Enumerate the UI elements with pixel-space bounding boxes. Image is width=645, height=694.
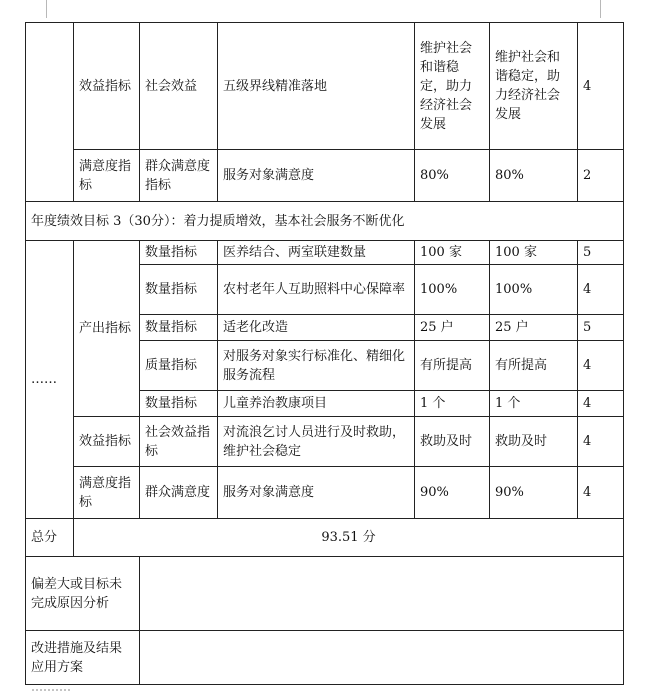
table-row — [26, 202, 624, 241]
item-cell: 农村老年人互助照料中心保障率 — [218, 265, 415, 315]
performance-table — [25, 22, 624, 685]
improvement-value — [140, 631, 624, 685]
item-cell: 服务对象满意度 — [218, 150, 415, 202]
actual-cell: 25 户 — [490, 315, 578, 341]
actual-cell: 80% — [490, 150, 578, 202]
table-row — [26, 519, 624, 557]
subcategory-cell: 数量指标 — [140, 241, 218, 265]
target-cell: 救助及时 — [415, 417, 490, 467]
table-row — [26, 150, 624, 202]
score-cell: 5 — [578, 315, 624, 341]
score-cell: 4 — [578, 265, 624, 315]
subcategory-cell: 社会效益指标 — [140, 417, 218, 467]
table-row — [26, 631, 624, 685]
blank-left-cell — [26, 23, 74, 202]
score-cell: 4 — [578, 23, 624, 150]
subcategory-cell: 数量指标 — [140, 265, 218, 315]
target-cell: 100 家 — [415, 241, 490, 265]
subcategory-cell: 数量指标 — [140, 391, 218, 417]
category-cell: 效益指标 — [74, 23, 140, 150]
table-row — [26, 241, 624, 265]
margin-mark-right — [600, 0, 601, 18]
target-cell: 100% — [415, 265, 490, 315]
actual-cell: 维护社会和谐稳定，助力经济社会发展 — [490, 23, 578, 150]
item-cell: 对流浪乞讨人员进行及时救助，维护社会稳定 — [218, 417, 415, 467]
target-cell: 90% — [415, 467, 490, 519]
page-corner-mark — [32, 688, 72, 692]
category-cell: 满意度指标 — [74, 467, 140, 519]
item-cell: 对服务对象实行标准化、精细化服务流程 — [218, 341, 415, 391]
target-cell: 维护社会和谐稳定，助力经济社会发展 — [415, 23, 490, 150]
subcategory-cell: 社会效益 — [140, 23, 218, 150]
item-cell: 服务对象满意度 — [218, 467, 415, 519]
item-cell: 适老化改造 — [218, 315, 415, 341]
actual-cell: 救助及时 — [490, 417, 578, 467]
table-row — [26, 417, 624, 467]
score-cell: 4 — [578, 341, 624, 391]
item-cell: 医养结合、两室联建数量 — [218, 241, 415, 265]
output-category-cell: 产出指标 — [74, 241, 140, 417]
subcategory-cell: 群众满意度指标 — [140, 150, 218, 202]
category-cell: 满意度指标 — [74, 150, 140, 202]
table-row — [26, 23, 624, 150]
score-cell: 4 — [578, 391, 624, 417]
subcategory-cell: 数量指标 — [140, 315, 218, 341]
target-cell: 有所提高 — [415, 341, 490, 391]
table-row — [26, 557, 624, 631]
score-cell: 5 — [578, 241, 624, 265]
item-cell: 五级界线精准落地 — [218, 23, 415, 150]
target-cell: 25 户 — [415, 315, 490, 341]
ellipsis-cell: …… — [26, 241, 74, 519]
total-label: 总分 — [26, 519, 74, 557]
score-cell: 4 — [578, 467, 624, 519]
actual-cell: 1 个 — [490, 391, 578, 417]
actual-cell: 90% — [490, 467, 578, 519]
actual-cell: 100% — [490, 265, 578, 315]
subcategory-cell: 群众满意度 — [140, 467, 218, 519]
actual-cell: 100 家 — [490, 241, 578, 265]
actual-cell: 有所提高 — [490, 341, 578, 391]
score-cell: 4 — [578, 417, 624, 467]
total-value: 93.51 分 — [74, 519, 624, 557]
target-cell: 80% — [415, 150, 490, 202]
margin-mark-left — [46, 0, 47, 18]
subcategory-cell: 质量指标 — [140, 341, 218, 391]
target-cell: 1 个 — [415, 391, 490, 417]
score-cell: 2 — [578, 150, 624, 202]
goal-header: 年度绩效目标 3（30分）：着力提质增效，基本社会服务不断优化 — [26, 202, 624, 241]
item-cell: 儿童养治教康项目 — [218, 391, 415, 417]
category-cell: 效益指标 — [74, 417, 140, 467]
analysis-value — [140, 557, 624, 631]
table-row — [26, 467, 624, 519]
improvement-label: 改进措施及结果应用方案 — [26, 631, 140, 685]
analysis-label: 偏差大或目标未完成原因分析 — [26, 557, 140, 631]
